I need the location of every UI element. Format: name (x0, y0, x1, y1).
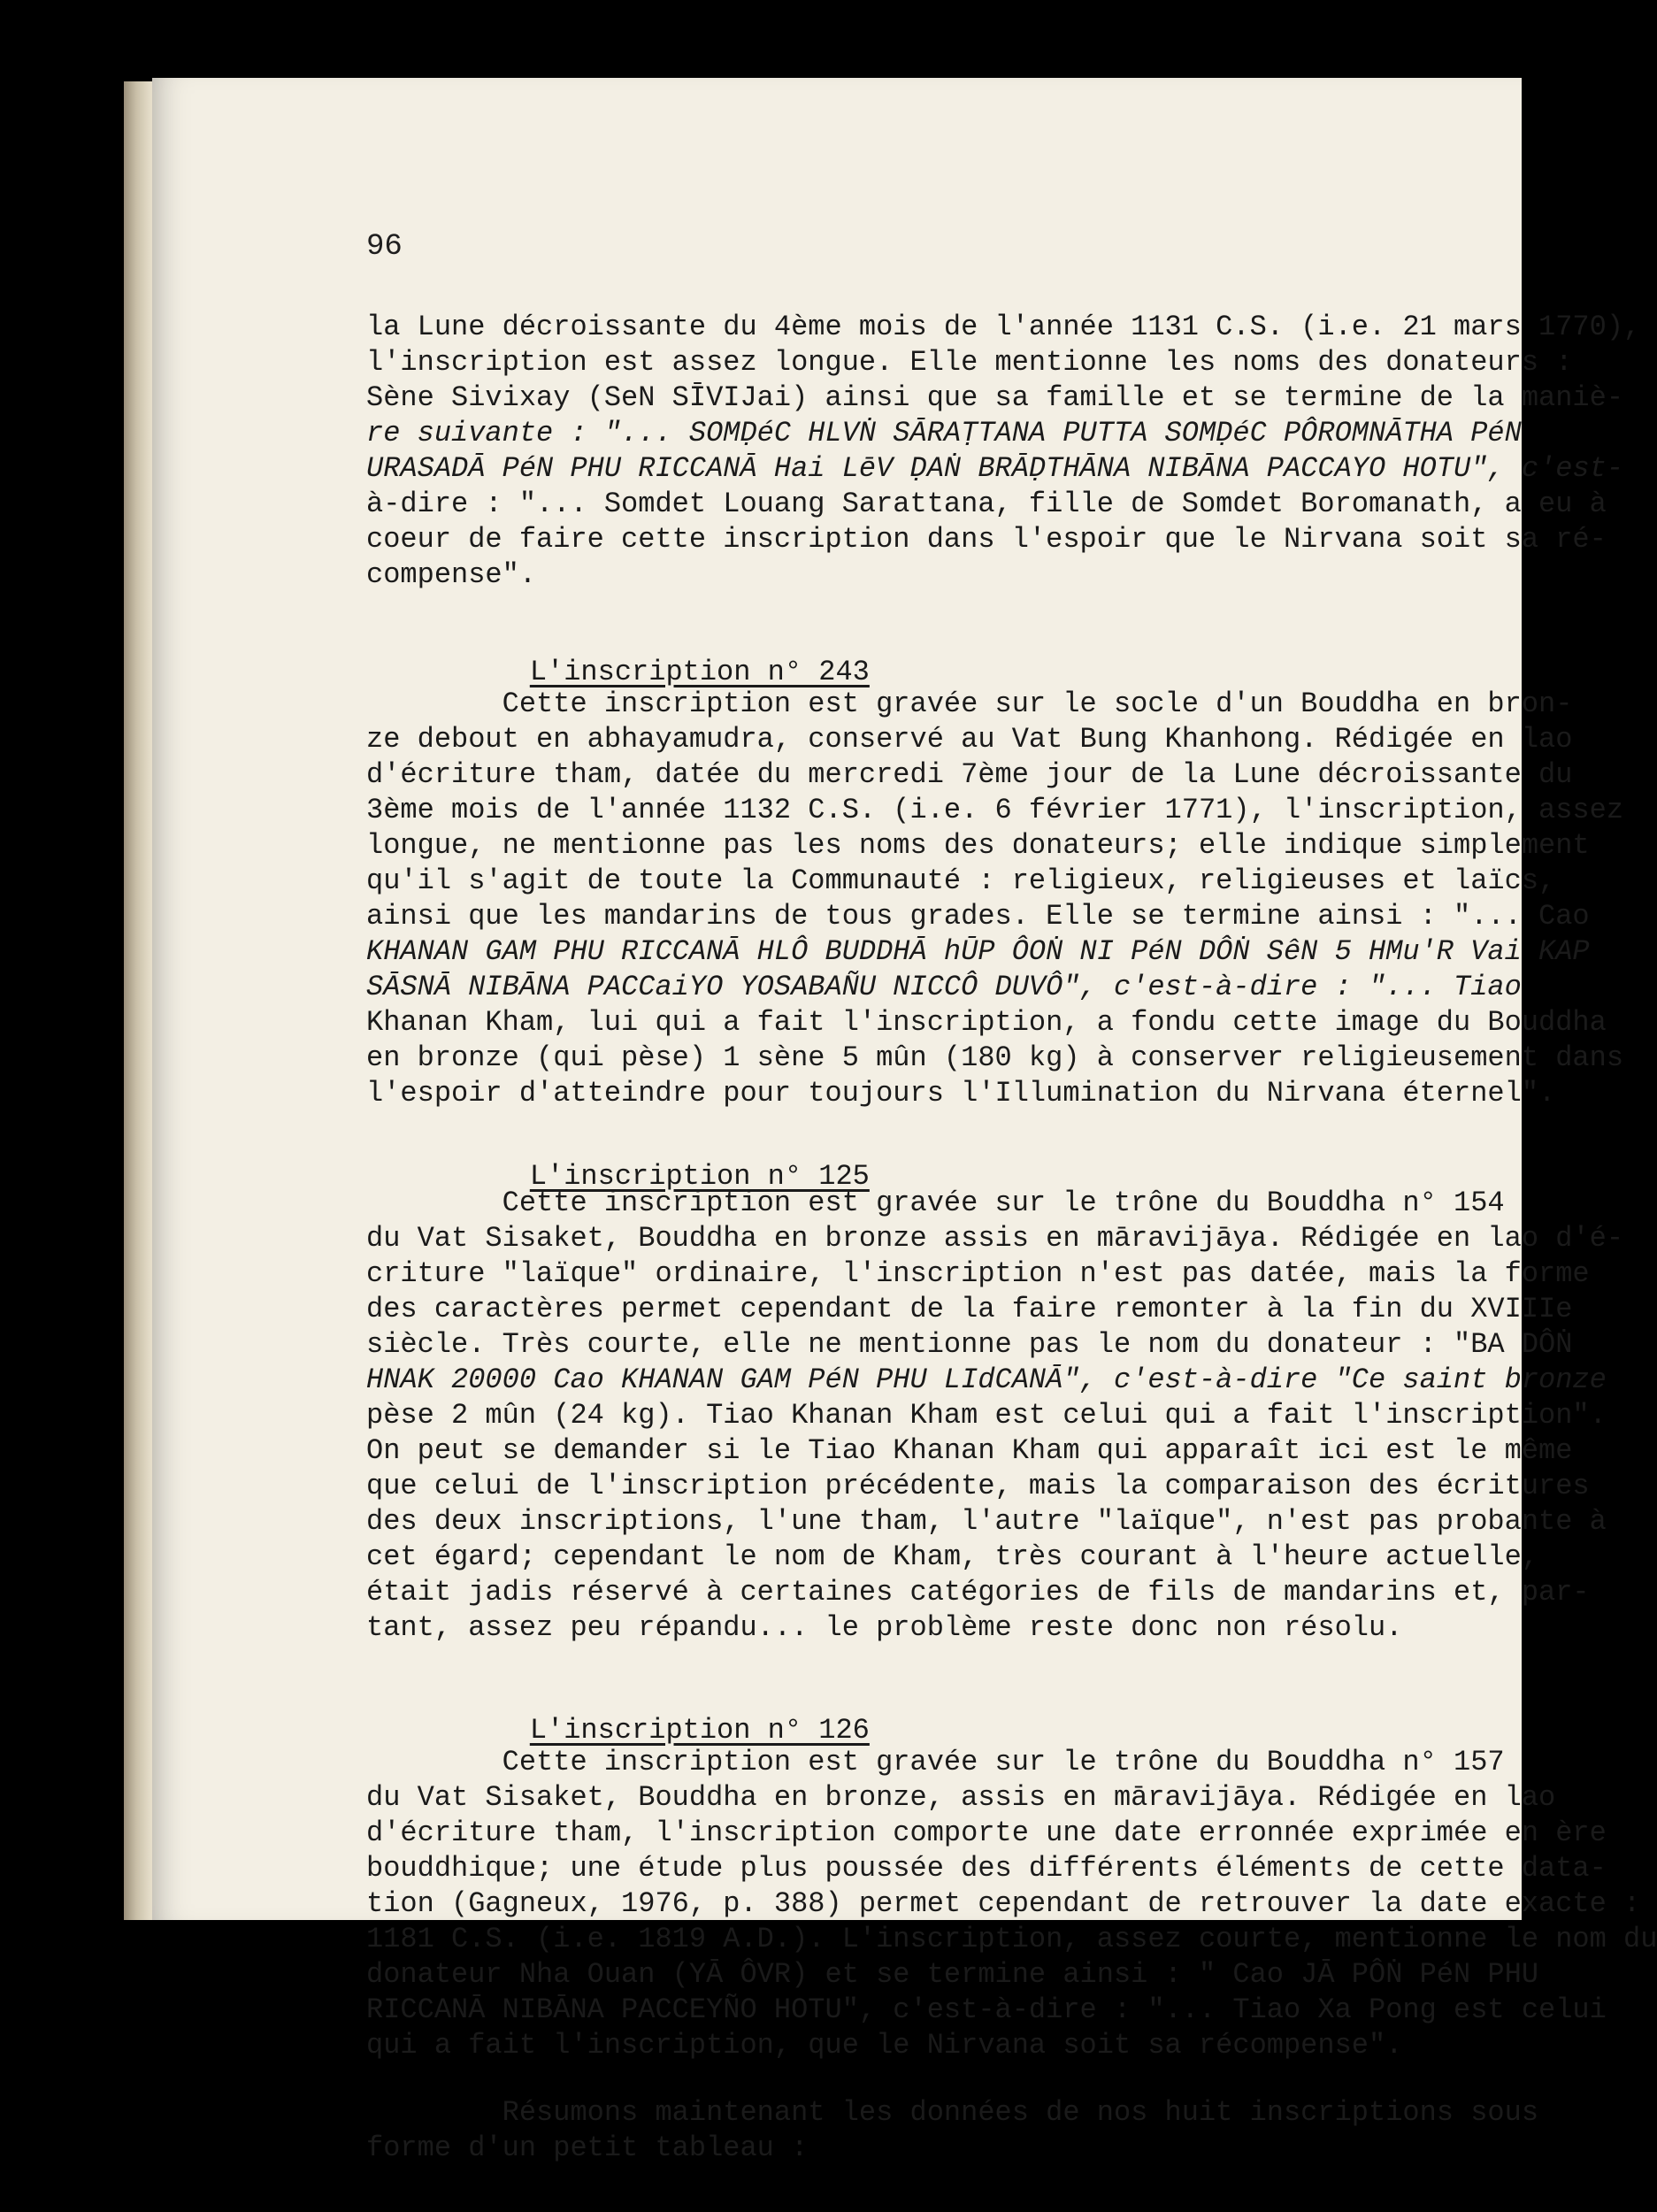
section-heading-text: L'inscription n° 125 (529, 1160, 870, 1193)
text-line: du Vat Sisaket, Bouddha en bronze, assis en māravijāya. Rédigée en lao (366, 1781, 1556, 1814)
text-line: que celui de l'inscription précédente, mais la comparaison des écritures (366, 1470, 1590, 1502)
text-line: qui a fait l'inscription, que le Nirvana soit sa récompense". (366, 2029, 1403, 2062)
paragraph (366, 310, 1641, 593)
text-line: 1181 C.S. (i.e. 1819 A.D.). L'inscription, assez courte, mentionne le nom du (366, 1923, 1657, 1955)
text-line: Cette inscription est gravée sur le trône du Bouddha n° 157 (366, 1746, 1505, 1778)
text-line: KHANAN GAM PHU RICCANĀ HLÔ BUDDHĀ hŪP ÔOṄ NI PéN DÔṄ SêN 5 HMu'R Vai KAP (366, 935, 1590, 968)
text-line: siècle. Très courte, elle ne mentionne pas le nom du donateur : "BA DÔṄ (366, 1328, 1573, 1361)
text-line: la Lune décroissante du 4ème mois de l'année 1131 C.S. (i.e. 21 mars 1770), (366, 311, 1641, 343)
text-line: forme d'un petit tableau : (366, 2131, 809, 2164)
text-line: re suivante : "... SOMḌéC HLVṄ SĀRAṬTANA PUTTA SOMḌéC PÔROMNĀTHA PéN (366, 417, 1522, 449)
text-line: en bronze (qui pèse) 1 sène 5 mûn (180 kg) à conserver religieusement dans (366, 1041, 1624, 1074)
text-line: criture "laïque" ordinaire, l'inscription n'est pas datée, mais la forme (366, 1257, 1590, 1290)
text-line: Cette inscription est gravée sur le socle d'un Bouddha en bron- (366, 687, 1573, 720)
text-line: compense". (366, 558, 537, 591)
text-line: longue, ne mentionne pas les noms des donateurs; elle indique simplement (366, 829, 1590, 862)
paragraph (366, 687, 1624, 1111)
section-heading-text: L'inscription n° 126 (529, 1714, 870, 1747)
text-line: d'écriture tham, l'inscription comporte une date erronnée exprimée en ère (366, 1816, 1607, 1849)
text-line: SĀSNĀ NIBĀNA PACCaiYO YOSABAÑU NICCÔ DUVÔ", c'est-à-dire : "... Tiao (366, 971, 1522, 1003)
text-line: bouddhique; une étude plus poussée des différents éléments de cette data- (366, 1852, 1607, 1885)
text-line: ze debout en abhayamudra, conservé au Vat Bung Khanhong. Rédigée en lao (366, 723, 1573, 756)
text-line: URASADĀ PéN PHU RICCANĀ Hai LēV ḌAṄ BRĀḌTHĀNA NIBĀNA PACCAYO HOTU", c'est- (366, 452, 1624, 485)
text-line: qu'il s'agit de toute la Communauté : religieux, religieuses et laïcs, (366, 864, 1556, 897)
section-heading-125 (366, 1124, 1447, 1193)
text-line: était jadis réservé à certaines catégories de fils de mandarins et, par- (366, 1576, 1590, 1609)
paragraph (366, 1745, 1657, 2063)
text-line: tant, assez peu répandu... le problème reste donc non résolu. (366, 1611, 1403, 1644)
text-line: Khanan Kham, lui qui a fait l'inscription, a fondu cette image du Bouddha (366, 1006, 1607, 1039)
text-line: ainsi que les mandarins de tous grades. Elle se termine ainsi : "... Cao (366, 900, 1590, 933)
paragraph (366, 1186, 1624, 1646)
text-line: l'inscription est assez longue. Elle mentionne les noms des donateurs : (366, 346, 1573, 379)
text-line: On peut se demander si le Tiao Khanan Kham qui apparaît ici est le même (366, 1434, 1573, 1467)
text-line: du Vat Sisaket, Bouddha en bronze assis en māravijāya. Rédigée en lao d'é- (366, 1222, 1624, 1255)
body-text (366, 310, 1657, 2166)
page-number: 96 (366, 230, 403, 264)
section-heading-text: L'inscription n° 243 (529, 656, 870, 688)
text-line: cet égard; cependant le nom de Kham, très courant à l'heure actuelle, (366, 1540, 1539, 1573)
text-line: des caractères permet cependant de la faire remonter à la fin du XVIIIe (366, 1293, 1573, 1325)
text-line: Résumons maintenant les données de nos huit inscriptions sous (366, 2096, 1539, 2129)
text-line: d'écriture tham, datée du mercredi 7ème jour de la Lune décroissante du (366, 758, 1573, 791)
text-line: 3ème mois de l'année 1132 C.S. (i.e. 6 février 1771), l'inscription, assez (366, 794, 1624, 826)
text-line: pèse 2 mûn (24 kg). Tiao Khanan Kham est celui qui a fait l'inscription". (366, 1399, 1607, 1432)
text-line: donateur Nha Ouan (YĀ ÔVR) et se termine ainsi : " Cao JĀ PÔṄ PéN PHU (366, 1958, 1539, 1991)
text-line: coeur de faire cette inscription dans l'espoir que le Nirvana soit sa ré- (366, 523, 1607, 556)
section-heading-126 (366, 1678, 1447, 1747)
text-line: RICCANĀ NIBĀNA PACCEYÑO HOTU", c'est-à-dire : "... Tiao Xa Pong est celui (366, 1993, 1607, 2026)
text-line: tion (Gagneux, 1976, p. 388) permet cependant de retrouver la date exacte : (366, 1887, 1641, 1920)
paragraph (366, 2095, 1539, 2166)
text-line: Sène Sivixay (SeN SĪVIJai) ainsi que sa famille et se termine de la maniè- (366, 381, 1624, 414)
section-heading-243 (366, 619, 1447, 688)
text-line: l'espoir d'atteindre pour toujours l'Illumination du Nirvana éternel". (366, 1077, 1556, 1110)
text-line: à-dire : "... Somdet Louang Sarattana, fille de Somdet Boromanath, a eu à (366, 488, 1607, 520)
text-line: des deux inscriptions, l'une tham, l'autre "laïque", n'est pas probante à (366, 1505, 1607, 1538)
text-line: Cette inscription est gravée sur le trône du Bouddha n° 154 (366, 1187, 1505, 1219)
text-line: HNAK 20000 Cao KHANAN GAM PéN PHU LIdCANĀ", c'est-à-dire "Ce saint bronze (366, 1363, 1607, 1396)
